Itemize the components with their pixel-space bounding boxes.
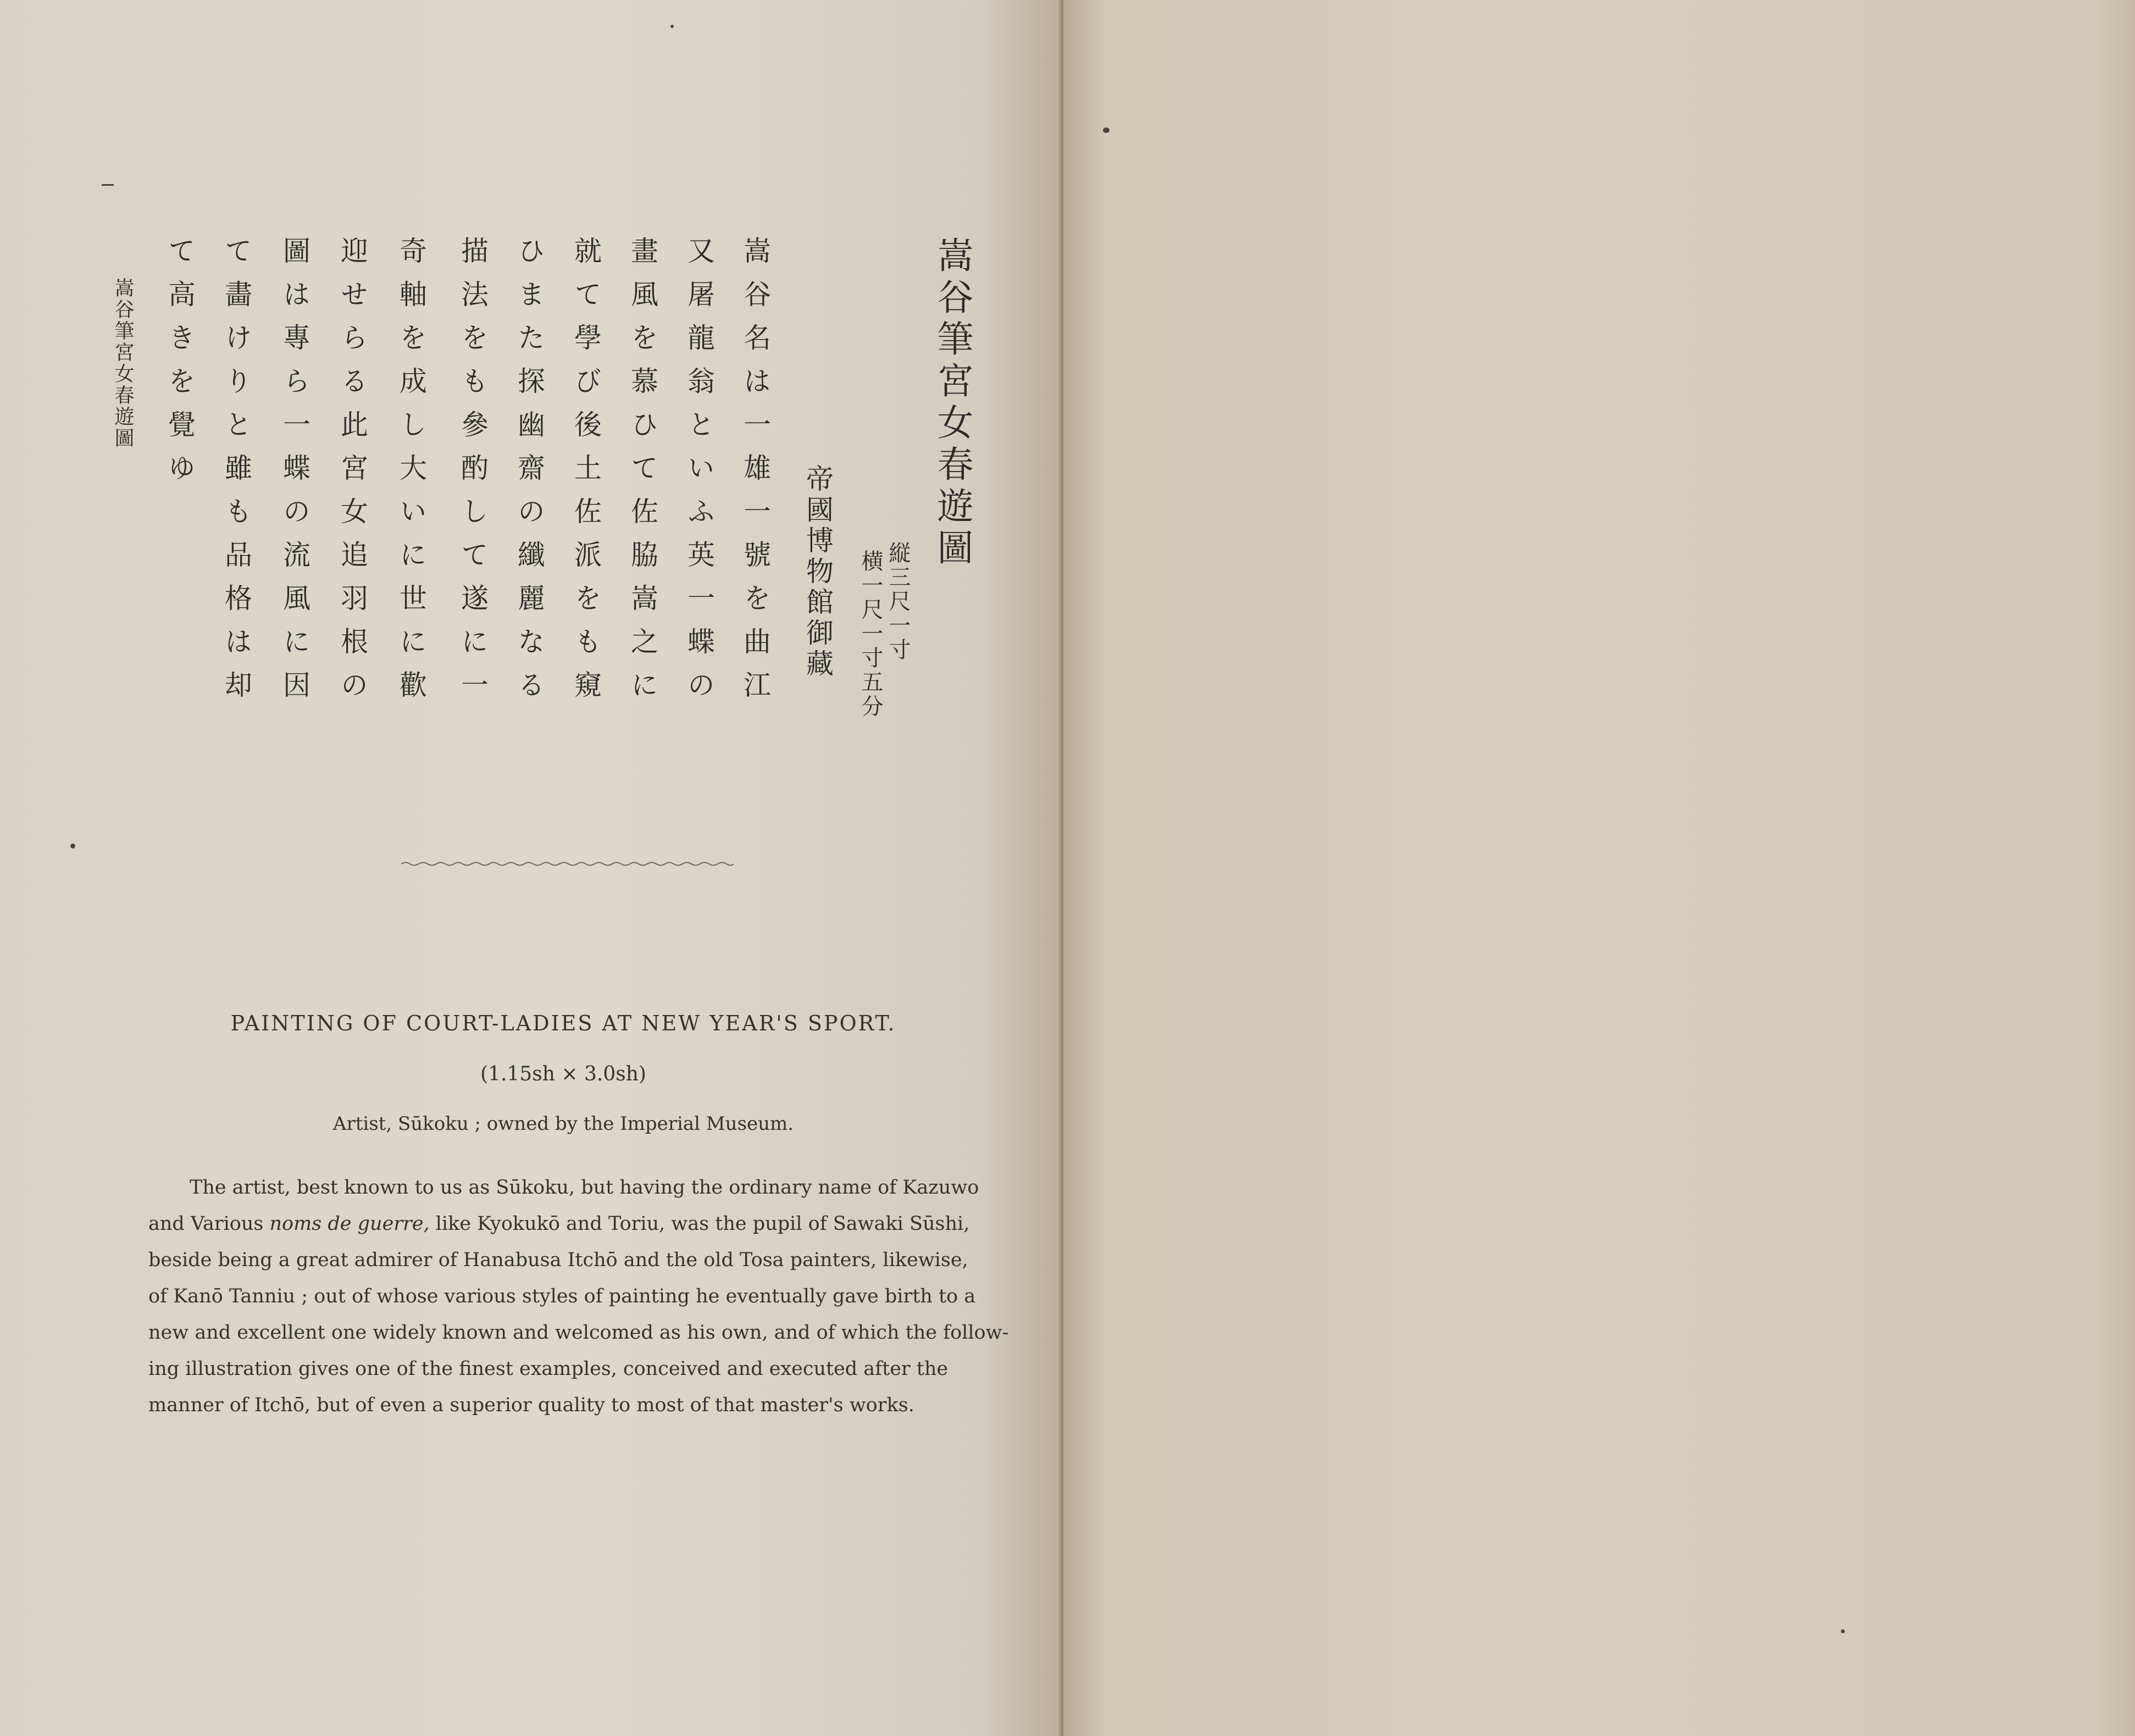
english-title: PAINTING OF COURT-LADIES AT NEW YEAR'S SPORT. — [230, 1011, 896, 1035]
paragraph-text: and Various — [148, 1213, 270, 1235]
dimension-width: 横一尺一寸五分 — [858, 550, 883, 719]
paper-speck — [70, 844, 75, 848]
english-artist-line: Artist, Sūkoku ; owned by the Imperial Museum. — [332, 1113, 794, 1135]
paper-speck — [670, 25, 674, 28]
body-column: ひまた探幽齋の纖麗なる — [513, 236, 545, 714]
english-paragraph — [148, 1169, 1009, 1423]
paper-speck — [1103, 127, 1110, 133]
paragraph-line: ing illustration gives one of the finest examples, conceived and executed after the — [148, 1358, 949, 1380]
body-column: 圖は專ら一蝶の流風に因 — [279, 236, 310, 714]
right-page-blank — [1063, 0, 2135, 1736]
paragraph-text: like Kyokukō and Toriu, was the pupil of Sawaki Sūshi, — [429, 1213, 970, 1235]
paragraph-line — [148, 1206, 986, 1242]
body-column: 畫風を慕ひて佐脇嵩之に — [626, 236, 658, 714]
paragraph-italic: noms de guerre, — [269, 1213, 430, 1235]
paper-mark — [102, 184, 114, 186]
english-dimensions: (1.15sh × 3.0sh) — [480, 1063, 646, 1085]
body-column: 奇軸を成し大いに世に歡 — [395, 236, 427, 714]
body-column: 就て學び後土佐派をも窺 — [570, 236, 602, 714]
dimension-height: 縦三尺一寸 — [885, 541, 911, 662]
vertical-caption: 嵩谷筆宮女春遊圖 — [112, 278, 134, 449]
ornamental-divider — [401, 861, 734, 867]
left-page — [0, 0, 1063, 1736]
body-column: 迎せらる此宮女追羽根の — [336, 236, 368, 714]
paragraph-line: new and excellent one widely known and welcomed as his own, and of which the follow- — [148, 1322, 1009, 1344]
owner-label: 帝國博物館御藏 — [802, 464, 834, 680]
paragraph-line: beside being a great admirer of Hanabusa Itchō and the old Tosa painters, likewise, — [148, 1249, 968, 1271]
paragraph-line: The artist, best known to us as Sūkoku, but having the ordinary name of Kazuwo — [190, 1177, 979, 1199]
body-column: て畵けりと雖も品格は却 — [220, 236, 252, 714]
vertical-title: 嵩谷筆宮女春遊圖 — [931, 236, 973, 570]
body-column: 描法をも參酌して遂に一 — [457, 236, 489, 714]
paragraph-line: of Kanō Tanniu ; out of whose various styles of painting he eventually gave birth to a — [148, 1285, 976, 1307]
body-column: て高きを覺ゆ — [164, 236, 196, 497]
body-column: 嵩谷名は一雄一號を曲江 — [739, 236, 771, 714]
paper-speck — [1841, 1629, 1845, 1633]
body-column: 又屠龍翁といふ英一蝶の — [683, 236, 715, 714]
paragraph-line: manner of Itchō, but of even a superior quality to most of that master's works. — [148, 1394, 914, 1416]
